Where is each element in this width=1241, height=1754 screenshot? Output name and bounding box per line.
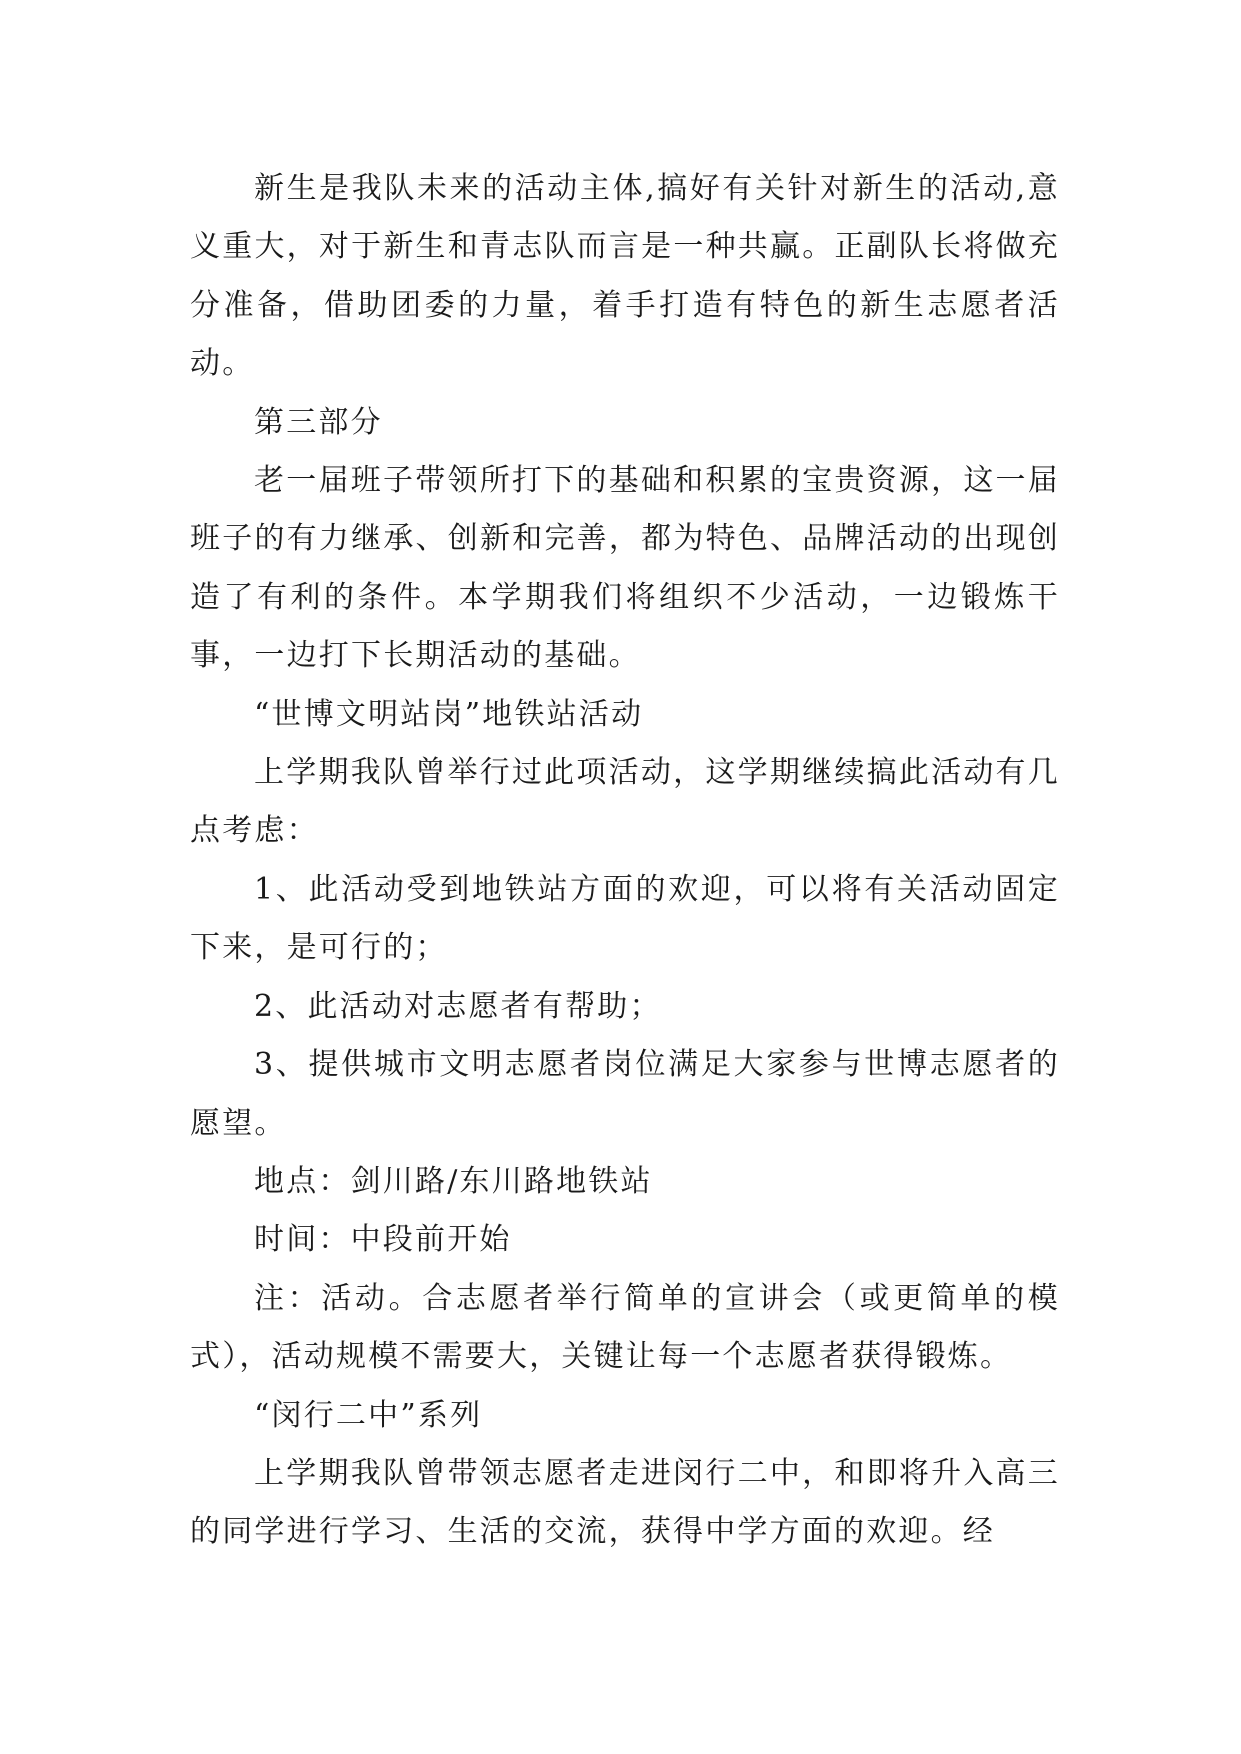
section-heading-part-three: 第三部分 [254, 404, 383, 440]
paragraph-foundation: 老一届班子带领所打下的基础和积累的宝贵资源，这一届班子的有力继承、创新和完善，都为特色、品牌活动的出现创造了有利的条件。本学期我们将组织不少活动，一边锻炼干事，一边打下长期活动的基础。 [190, 463, 1060, 674]
paragraph-new-students: 新生是我队未来的活动主体,搞好有关针对新生的活动,意义重大，对于新生和青志队而言是一种共赢。正副队长将做充分准备，借助团委的力量，着手打造有特色的新生志愿者活动。 [190, 171, 1060, 382]
list-item-1: 1、此活动受到地铁站方面的欢迎，可以将有关活动固定下来，是可行的； [190, 871, 1060, 966]
paragraph-school-intro: 上学期我队曾带领志愿者走进闵行二中，和即将升入高三的同学进行学习、生活的交流，获得中学方面的欢迎。经 [190, 1455, 1060, 1550]
location-line: 地点：剑川路/东川路地铁站 [254, 1163, 653, 1199]
activity-heading-school: “闵行二中”系列 [254, 1397, 483, 1433]
note-paragraph: 注：活动。合志愿者举行简单的宣讲会（或更简单的模式），活动规模不需要大，关键让每一个志愿者获得锻炼。 [190, 1280, 1060, 1375]
document-body [190, 160, 1060, 1562]
list-item-2: 2、此活动对志愿者有帮助； [254, 988, 662, 1024]
time-line: 时间：中段前开始 [254, 1222, 512, 1258]
paragraph-metro-intro: 上学期我队曾举行过此项活动，这学期继续搞此活动有几点考虑： [190, 755, 1060, 849]
list-item-3: 3、提供城市文明志愿者岗位满足大家参与世博志愿者的愿望。 [190, 1047, 1060, 1141]
activity-heading-metro: “世博文明站岗”地铁站活动 [254, 696, 644, 732]
